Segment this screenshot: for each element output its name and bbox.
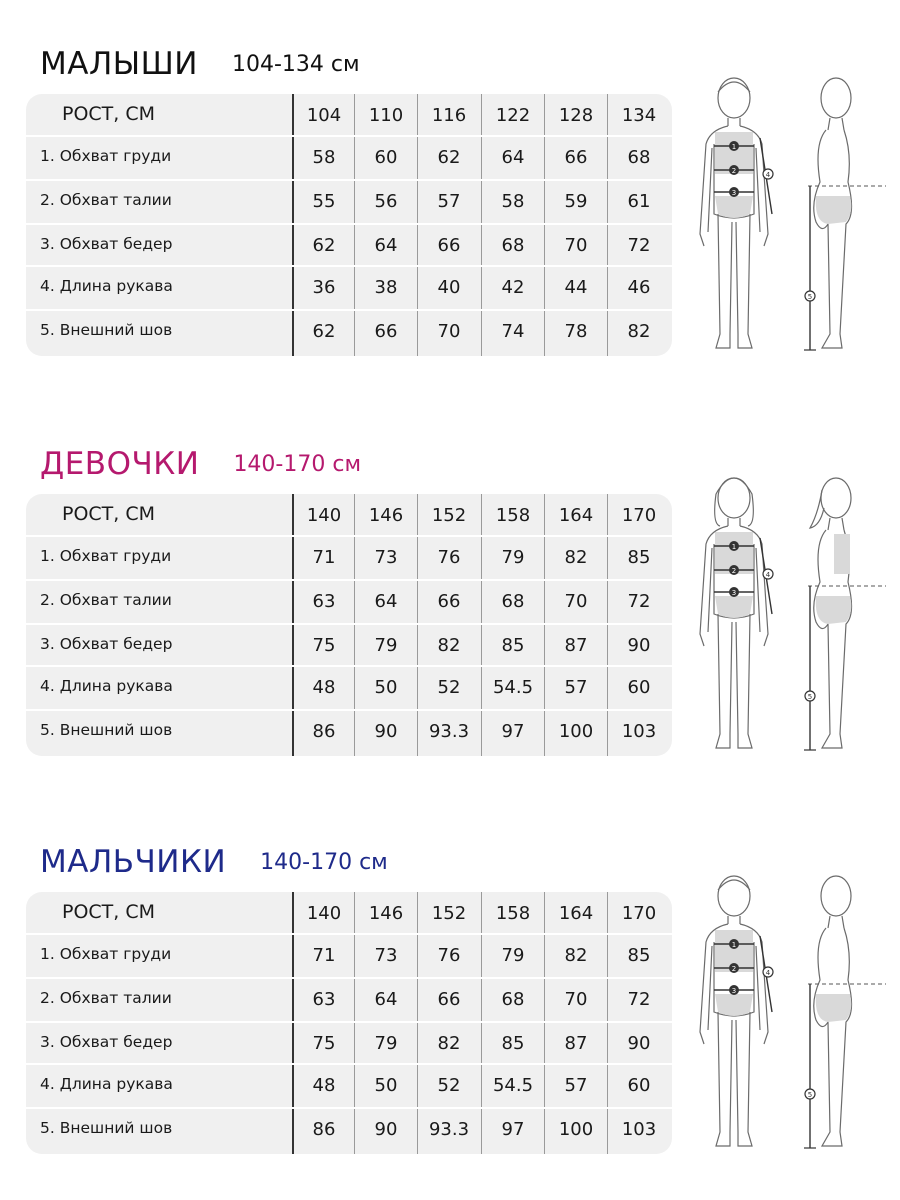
measurement-value: 59	[564, 191, 588, 212]
front-legs	[716, 614, 752, 748]
front-head	[718, 78, 750, 118]
side-neck	[828, 118, 844, 130]
measurement-label: 1. Обхват груди	[40, 147, 172, 165]
table-row	[26, 266, 672, 310]
measurement-value: 85	[627, 945, 651, 966]
front-legs	[716, 1012, 752, 1146]
size-header-cell: 134	[621, 105, 657, 126]
size-header-cell: 140	[306, 505, 342, 526]
measurement-value: 78	[564, 321, 588, 342]
measurement-value: 57	[437, 191, 461, 212]
measure-marker-label: 3	[731, 589, 737, 598]
side-bottom-shading	[816, 596, 852, 624]
table-header-row	[26, 494, 672, 538]
measurement-value: 57	[564, 677, 588, 698]
section-heading	[40, 44, 360, 84]
height-header-label: РОСТ, СМ	[62, 901, 156, 923]
front-neck	[728, 518, 740, 526]
height-header-label: РОСТ, СМ	[62, 103, 156, 125]
front-hair	[715, 478, 754, 526]
measurement-value: 46	[627, 277, 651, 298]
measurement-value: 97	[501, 721, 525, 742]
size-section-kids	[0, 44, 900, 374]
measurement-value: 85	[501, 1033, 525, 1054]
body-measurement-figure	[690, 862, 890, 1172]
measure-marker-label: 4	[765, 969, 771, 977]
measurement-value: 66	[437, 235, 461, 256]
side-head	[821, 876, 851, 916]
measurement-value: 36	[312, 277, 336, 298]
measurement-value: 74	[501, 321, 525, 342]
size-header-cell: 164	[558, 903, 594, 924]
measure-marker-label: 3	[731, 189, 737, 198]
measurement-label: 4. Длина рукава	[40, 1075, 173, 1093]
measurement-value: 100	[558, 721, 594, 742]
body-figure-svg	[690, 862, 890, 1172]
measurement-value: 70	[564, 989, 588, 1010]
size-section-girls	[0, 444, 900, 774]
side-bottom-shading	[816, 196, 852, 224]
measurement-value: 87	[564, 1033, 588, 1054]
size-header-cell: 152	[431, 903, 467, 924]
measurement-value: 52	[437, 677, 461, 698]
measurement-value: 66	[437, 989, 461, 1010]
measurement-value: 48	[312, 1075, 336, 1096]
section-heading	[40, 444, 361, 484]
measure-marker-label: 4	[765, 571, 771, 579]
table-row	[26, 934, 672, 978]
measurement-value: 55	[312, 191, 336, 212]
measurement-label: 3. Обхват бедер	[40, 235, 173, 253]
section-title: МАЛЫШИ	[40, 46, 198, 82]
measurement-value: 66	[564, 147, 588, 168]
measurement-value: 75	[312, 1033, 336, 1054]
measurement-value: 87	[564, 635, 588, 656]
front-legs	[716, 214, 752, 348]
table-row	[26, 224, 672, 268]
measurement-value: 62	[312, 235, 336, 256]
table-row	[26, 310, 672, 354]
measurement-value: 54.5	[492, 677, 534, 698]
measure-marker-label: 2	[731, 965, 737, 974]
measurement-value: 76	[437, 547, 461, 568]
measurement-value: 68	[627, 147, 651, 168]
measurement-value: 40	[437, 277, 461, 298]
table-row	[26, 1064, 672, 1108]
measurement-label: 4. Длина рукава	[40, 277, 173, 295]
size-header-cell: 140	[306, 903, 342, 924]
measurement-value: 68	[501, 235, 525, 256]
measurement-value: 90	[627, 635, 651, 656]
measurement-value: 71	[312, 547, 336, 568]
measurement-value: 72	[627, 235, 651, 256]
measurement-value: 90	[627, 1033, 651, 1054]
body-measurement-figure	[690, 464, 890, 774]
measure-marker-label: 5	[807, 1091, 813, 1099]
measurement-value: 60	[627, 1075, 651, 1096]
front-neck	[728, 916, 740, 924]
side-top-shading	[834, 534, 850, 574]
measurement-value: 70	[437, 321, 461, 342]
measurement-value: 54.5	[492, 1075, 534, 1096]
measurement-label: 3. Обхват бедер	[40, 635, 173, 653]
size-header-cell: 104	[306, 105, 342, 126]
front-bottom-shading	[715, 596, 753, 618]
side-body	[814, 130, 852, 348]
size-table	[26, 892, 672, 1154]
measurement-label: 2. Обхват талии	[40, 191, 172, 209]
measurement-value: 103	[621, 721, 657, 742]
measure-marker-label: 1	[731, 941, 737, 950]
measurement-value: 70	[564, 591, 588, 612]
measurement-value: 79	[501, 945, 525, 966]
side-head	[821, 78, 851, 118]
measurement-value: 86	[312, 721, 336, 742]
measurement-label: 5. Внешний шов	[40, 1119, 173, 1137]
measurement-value: 56	[374, 191, 398, 212]
measurement-value: 97	[501, 1119, 525, 1140]
measurement-value: 66	[374, 321, 398, 342]
front-head	[718, 876, 750, 916]
section-range: 140-170 см	[260, 849, 388, 875]
measurement-value: 62	[437, 147, 461, 168]
measurement-value: 93.3	[428, 1119, 470, 1140]
size-header-cell: 158	[495, 505, 531, 526]
measurement-value: 79	[501, 547, 525, 568]
measurement-value: 58	[501, 191, 525, 212]
measurement-value: 72	[627, 591, 651, 612]
measurement-label: 1. Обхват груди	[40, 547, 172, 565]
measurement-label: 5. Внешний шов	[40, 721, 173, 739]
side-neck	[828, 916, 844, 928]
front-neck	[728, 118, 740, 126]
table-row	[26, 666, 672, 710]
measurement-value: 64	[501, 147, 525, 168]
measurement-value: 90	[374, 1119, 398, 1140]
section-title: ДЕВОЧКИ	[40, 446, 200, 482]
height-header-label: РОСТ, СМ	[62, 503, 156, 525]
size-header-cell: 146	[368, 903, 404, 924]
measurement-label: 5. Внешний шов	[40, 321, 173, 339]
measurement-value: 64	[374, 591, 398, 612]
table-row	[26, 1108, 672, 1152]
side-neck	[828, 518, 844, 530]
measure-marker-label: 2	[731, 167, 737, 176]
measurement-value: 76	[437, 945, 461, 966]
table-row	[26, 978, 672, 1022]
table-row	[26, 624, 672, 668]
side-body	[814, 928, 852, 1146]
measurement-value: 82	[627, 321, 651, 342]
table-row	[26, 710, 672, 754]
measurement-value: 62	[312, 321, 336, 342]
size-header-cell: 158	[495, 903, 531, 924]
measurement-label: 3. Обхват бедер	[40, 1033, 173, 1051]
measurement-value: 57	[564, 1075, 588, 1096]
measure-marker-label: 5	[807, 693, 813, 701]
section-range: 104-134 см	[231, 51, 360, 77]
measurement-value: 61	[627, 191, 651, 212]
measurement-value: 85	[501, 635, 525, 656]
measurement-value: 52	[437, 1075, 461, 1096]
body-measurement-figure	[690, 64, 890, 374]
measurement-value: 64	[374, 989, 398, 1010]
size-header-cell: 170	[621, 505, 657, 526]
measurement-value: 66	[437, 591, 461, 612]
measurement-value: 72	[627, 989, 651, 1010]
measurement-value: 48	[312, 677, 336, 698]
measurement-value: 70	[564, 235, 588, 256]
body-figure-svg	[690, 464, 890, 774]
section-range: 140-170 см	[233, 451, 362, 477]
measurement-value: 58	[312, 147, 336, 168]
table-header-row	[26, 94, 672, 138]
measurement-value: 63	[312, 989, 336, 1010]
measurement-value: 60	[627, 677, 651, 698]
measurement-value: 73	[374, 945, 398, 966]
size-table	[26, 494, 672, 756]
size-section-boys	[0, 842, 900, 1172]
table-header-row	[26, 892, 672, 936]
measurement-value: 64	[374, 235, 398, 256]
side-head	[821, 478, 851, 518]
section-title: МАЛЬЧИКИ	[40, 844, 227, 880]
measurement-value: 71	[312, 945, 336, 966]
measurement-value: 63	[312, 591, 336, 612]
measurement-value: 103	[621, 1119, 657, 1140]
measure-marker-label: 2	[731, 567, 737, 576]
measurement-value: 68	[501, 989, 525, 1010]
measure-marker-label: 4	[765, 171, 771, 179]
front-bottom-shading	[715, 196, 753, 218]
side-ponytail	[810, 490, 824, 528]
measurement-value: 90	[374, 721, 398, 742]
measurement-label: 2. Обхват талии	[40, 591, 172, 609]
size-header-cell: 110	[368, 105, 404, 126]
measure-marker-label: 5	[807, 293, 813, 301]
measurement-value: 82	[437, 1033, 461, 1054]
table-row	[26, 1022, 672, 1066]
size-header-cell: 122	[495, 105, 531, 126]
measurement-value: 82	[564, 945, 588, 966]
measurement-value: 75	[312, 635, 336, 656]
measurement-value: 85	[627, 547, 651, 568]
side-bottom-shading	[816, 994, 852, 1022]
size-table	[26, 94, 672, 356]
measurement-value: 79	[374, 635, 398, 656]
size-header-cell: 146	[368, 505, 404, 526]
measurement-value: 73	[374, 547, 398, 568]
table-row	[26, 580, 672, 624]
front-bottom-shading	[715, 994, 753, 1016]
measurement-value: 100	[558, 1119, 594, 1140]
measurement-value: 93.3	[428, 721, 470, 742]
size-header-cell: 170	[621, 903, 657, 924]
table-row	[26, 180, 672, 224]
measurement-value: 50	[374, 1075, 398, 1096]
table-row	[26, 136, 672, 180]
measure-marker-label: 1	[731, 543, 737, 552]
measurement-value: 60	[374, 147, 398, 168]
measurement-value: 68	[501, 591, 525, 612]
size-header-cell: 116	[431, 105, 467, 126]
measurement-value: 79	[374, 1033, 398, 1054]
measurement-label: 1. Обхват груди	[40, 945, 172, 963]
body-figure-svg	[690, 64, 890, 374]
measurement-value: 50	[374, 677, 398, 698]
size-header-cell: 164	[558, 505, 594, 526]
measurement-value: 86	[312, 1119, 336, 1140]
measurement-label: 4. Длина рукава	[40, 677, 173, 695]
measurement-value: 82	[564, 547, 588, 568]
measurement-value: 38	[374, 277, 398, 298]
size-header-cell: 152	[431, 505, 467, 526]
measure-marker-label: 1	[731, 143, 737, 152]
table-row	[26, 536, 672, 580]
measurement-value: 42	[501, 277, 525, 298]
measure-marker-label: 3	[731, 987, 737, 996]
measurement-label: 2. Обхват талии	[40, 989, 172, 1007]
section-heading	[40, 842, 388, 882]
measurement-value: 44	[564, 277, 588, 298]
size-header-cell: 128	[558, 105, 594, 126]
measurement-value: 82	[437, 635, 461, 656]
